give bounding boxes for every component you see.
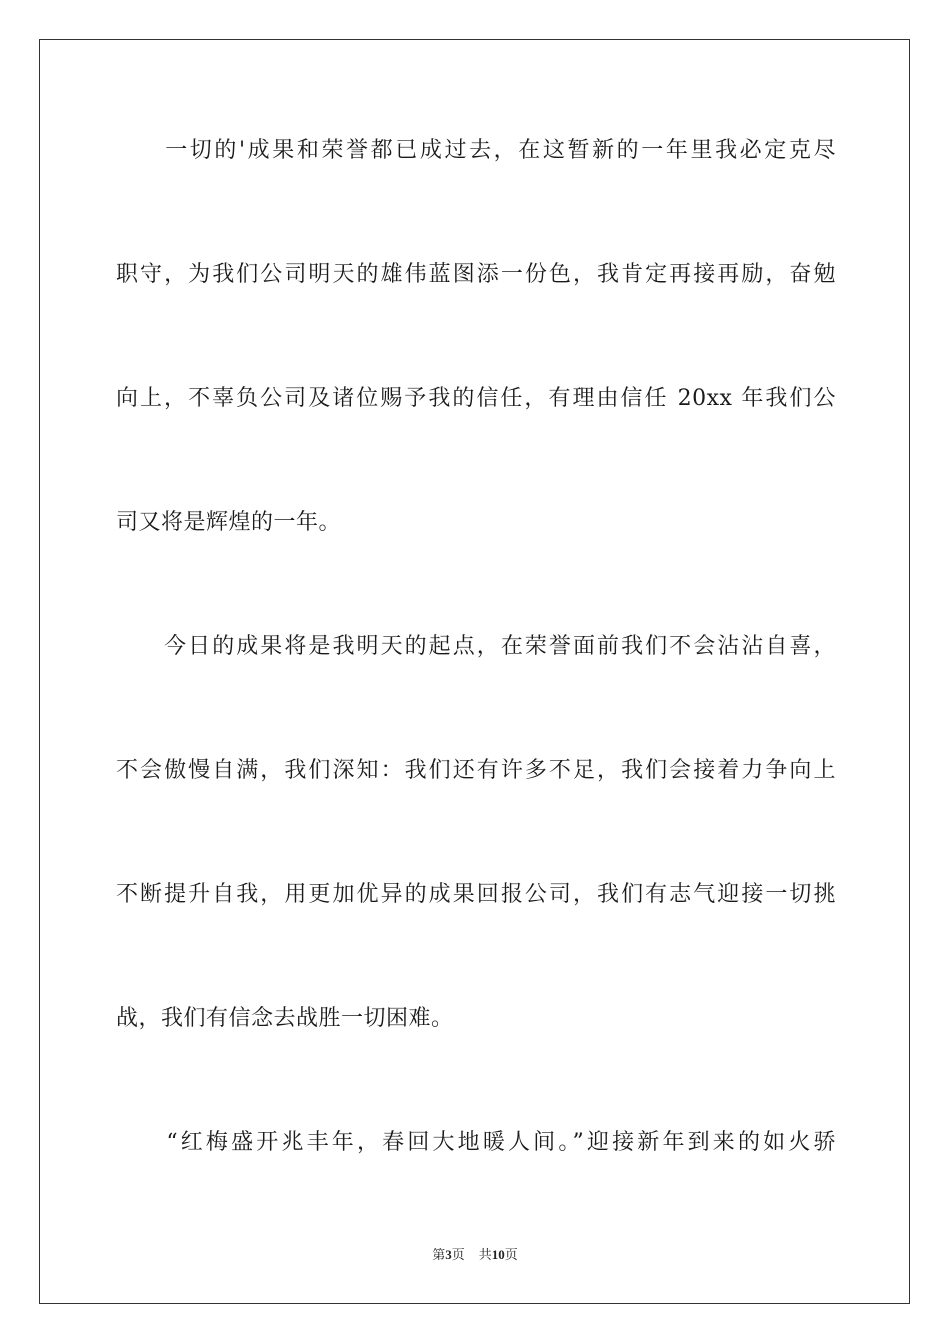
- body-line-7: 不断提升自我，用更加优异的成果回报公司，我们有志气迎接一切挑: [116, 882, 836, 907]
- body-line-4: 司又将是辉煌的一年。: [116, 510, 342, 535]
- page-border: [39, 39, 910, 1304]
- body-line-6: 不会傲慢自满，我们深知：我们还有许多不足，我们会接着力争向上: [116, 758, 836, 783]
- body-line-3: 向上，不辜负公司及诸位赐予我的信任，有理由信任 20xx 年我们公: [116, 386, 836, 411]
- footer-page-number: 3: [445, 1247, 452, 1262]
- footer-page-suffix: 页: [451, 1247, 465, 1262]
- body-line-1: 一切的'成果和荣誉都已成过去，在这暂新的一年里我必定克尽: [116, 138, 836, 163]
- body-line-5: 今日的成果将是我明天的起点，在荣誉面前我们不会沾沾自喜，: [116, 634, 836, 659]
- body-line-8: 战，我们有信念去战胜一切困难。: [116, 1006, 454, 1031]
- body-line-9: “红梅盛开兆丰年，春回大地暖人间。”迎接新年到来的如火骄: [116, 1130, 836, 1155]
- page-footer: [0, 1246, 950, 1264]
- footer-total-suffix: 页: [504, 1247, 518, 1262]
- body-line-2: 职守，为我们公司明天的雄伟蓝图添一份色，我肯定再接再励，奋勉: [116, 262, 836, 287]
- footer-total-prefix: 共: [478, 1247, 492, 1262]
- footer-total-pages: 10: [491, 1247, 505, 1262]
- footer-page-prefix: 第: [432, 1247, 446, 1262]
